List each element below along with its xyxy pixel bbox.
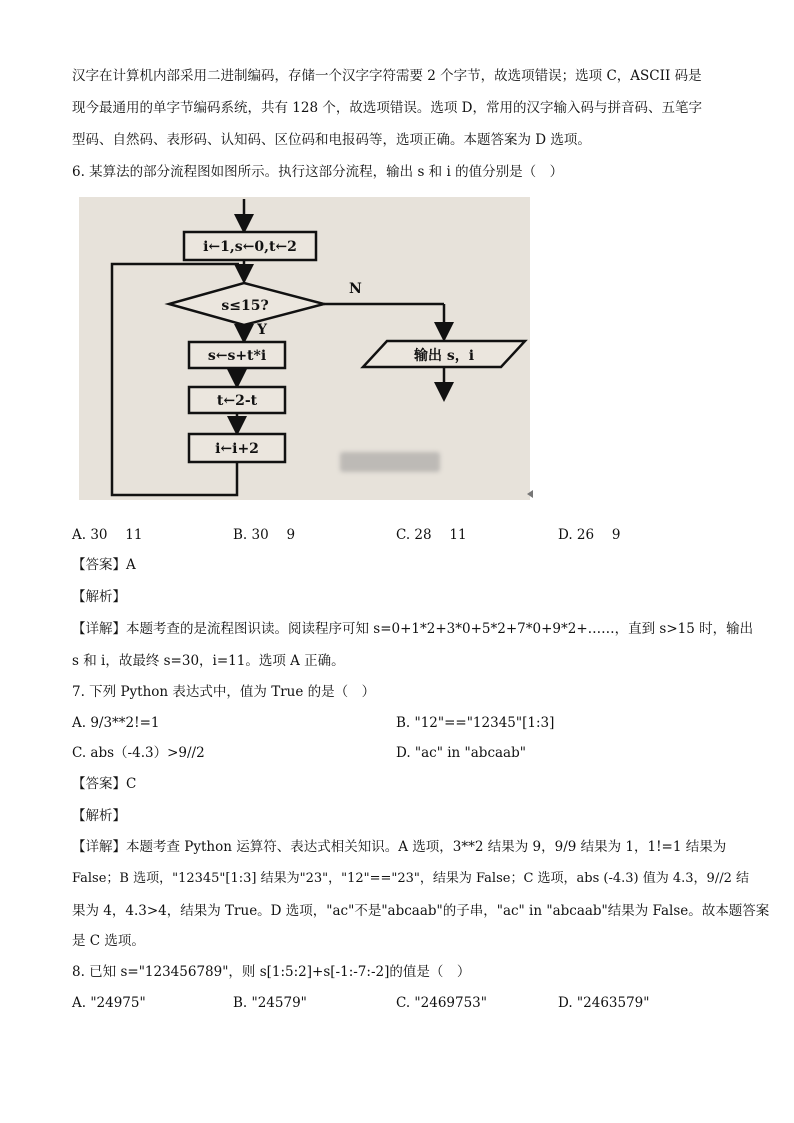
flow-step2-text: t←2-t bbox=[216, 393, 258, 409]
q8-option-a: A. "24975" bbox=[72, 995, 146, 1011]
q7-option-b: B. "12"=="12345"[1:3] bbox=[396, 715, 555, 731]
q6-option-a: A. 30 11 bbox=[72, 527, 143, 543]
q8-option-b: B. "24579" bbox=[233, 995, 307, 1011]
flow-condition-text: s≤15? bbox=[221, 298, 269, 314]
q7-detail-line-2: False；B 选项，"12345"[1:3] 结果为"23"，"12"=="23"，结果为 False；C 选项，abs (-4.3) 值为 4.3，9//2 结 bbox=[72, 871, 749, 886]
q8-option-d: D. "2463579" bbox=[558, 995, 650, 1011]
flow-no-label: N bbox=[349, 281, 362, 297]
flow-yes-label: Y bbox=[257, 322, 267, 338]
flow-step3-text: i←i+2 bbox=[215, 441, 259, 457]
flow-init-text: i←1,s←0,t←2 bbox=[203, 239, 297, 255]
q7-detail-line-1 bbox=[72, 837, 726, 857]
q7-option-d: D. "ac" in "abcaab" bbox=[396, 745, 526, 761]
q6-option-b: B. 30 9 bbox=[233, 527, 296, 543]
detail-tag: 【详解】 bbox=[72, 839, 126, 855]
q7-detail-line-4: 是 C 选项。 bbox=[72, 933, 145, 949]
answer-value: C bbox=[126, 776, 137, 792]
q7-detail-line-3: 果为 4，4.3>4，结果为 True。D 选项，"ac"不是"abcaab"的子串，"ac" in "abcaab"结果为 False。故本题答案 bbox=[72, 903, 770, 919]
q6-flowchart-image bbox=[79, 197, 530, 500]
small-triangle-icon bbox=[527, 490, 533, 498]
q6-option-c: C. 28 11 bbox=[396, 527, 467, 543]
answer-value: A bbox=[126, 557, 136, 573]
q6-option-d: D. 26 9 bbox=[558, 527, 621, 543]
blur-patch bbox=[340, 452, 440, 472]
q6-detail-line-2: s 和 i，故最终 s=30，i=11。选项 A 正确。 bbox=[72, 653, 345, 669]
q7-option-c: C. abs（-4.3）>9//2 bbox=[72, 745, 205, 761]
q5-explanation-line-1: 汉字在计算机内部采用二进制编码，存储一个汉字字符需要 2 个字节，故选项错误；选项 C，ASCII 码是 bbox=[72, 68, 702, 84]
detail-text: 本题考查的是流程图识读。阅读程序可知 s=0+1*2+3*0+5*2+7*0+9*2+……，直到 s>15 时，输出 bbox=[126, 621, 754, 637]
q7-stem: 7. 下列 Python 表达式中，值为 True 的是（ ） bbox=[72, 684, 376, 700]
q6-stem: 6. 某算法的部分流程图如图所示。执行这部分流程，输出 s 和 i 的值分别是（ ） bbox=[72, 164, 564, 180]
flow-output-text: 输出 s，i bbox=[413, 348, 475, 364]
detail-text: 本题考查 Python 运算符、表达式相关知识。A 选项，3**2 结果为 9，9/9 结果为 1，1!=1 结果为 bbox=[126, 839, 727, 855]
answer-tag: 【答案】 bbox=[72, 557, 126, 573]
q6-answer bbox=[72, 555, 136, 575]
q5-explanation-line-3: 型码、自然码、表形码、认知码、区位码和电报码等，选项正确。本题答案为 D 选项。 bbox=[72, 132, 591, 148]
q5-explanation-line-2: 现今最通用的单字节编码系统，共有 128 个，故选项错误。选项 D，常用的汉字输入码与拼音码、五笔字 bbox=[72, 100, 702, 116]
q8-option-c: C. "2469753" bbox=[396, 995, 487, 1011]
answer-tag: 【答案】 bbox=[72, 776, 126, 792]
detail-tag: 【详解】 bbox=[72, 621, 126, 637]
q7-analysis-tag: 【解析】 bbox=[72, 808, 126, 824]
q6-analysis-tag: 【解析】 bbox=[72, 589, 126, 605]
q8-stem: 8. 已知 s="123456789"，则 s[1:5:2]+s[-1:-7:-2]的值是（ ） bbox=[72, 964, 471, 980]
q7-answer bbox=[72, 774, 136, 794]
q7-option-a: A. 9/3**2!=1 bbox=[72, 715, 160, 731]
q6-detail-line-1 bbox=[72, 619, 753, 639]
flow-step1-text: s←s+t*i bbox=[207, 348, 267, 364]
